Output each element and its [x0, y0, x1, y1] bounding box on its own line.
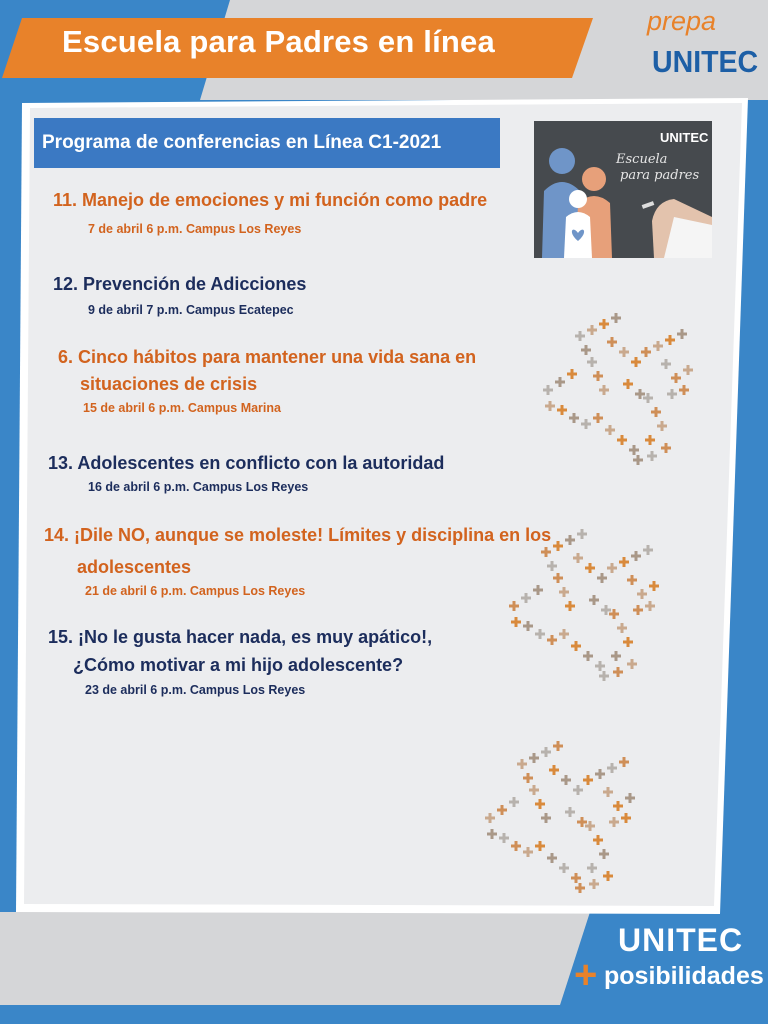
plus-ornament-mark — [497, 805, 507, 815]
plus-ornament-mark — [587, 863, 597, 873]
plus-ornament-mark — [651, 407, 661, 417]
plus-ornament-mark — [571, 641, 581, 651]
plus-ornament-mark — [565, 601, 575, 611]
plus-ornament-mark — [541, 747, 551, 757]
plus-ornament-mark — [499, 833, 509, 843]
plus-ornament-mark — [599, 319, 609, 329]
plus-ornament-mark — [661, 359, 671, 369]
conference-15-title-line1: 15. ¡No le gusta hacer nada, es muy apático!, — [48, 627, 433, 647]
plus-ornament-mark — [613, 667, 623, 677]
plus-ornament-mark — [657, 421, 667, 431]
plus-ornament-mark — [583, 651, 593, 661]
plus-ornament-mark — [583, 775, 593, 785]
plus-ornament-mark — [593, 413, 603, 423]
conference-11-title: 11. Manejo de emociones y mi función como padre — [53, 190, 488, 210]
plus-ornament-mark — [573, 553, 583, 563]
plus-ornament-mark — [619, 347, 629, 357]
conference-15-title-line2: ¿Cómo motivar a mi hijo adolescente? — [73, 655, 404, 675]
plus-ornament-mark — [647, 451, 657, 461]
footer-unitec-logo: UNITEC — [618, 922, 744, 958]
plus-ornament-mark — [645, 435, 655, 445]
plus-ornament-mark — [487, 829, 497, 839]
plus-ornament-mark — [559, 629, 569, 639]
plus-ornament-mark — [561, 775, 571, 785]
plus-ornament-mark — [559, 587, 569, 597]
conference-15-detail: 23 de abril 6 p.m. Campus Los Reyes — [85, 683, 306, 697]
plus-ornament-mark — [633, 455, 643, 465]
conference-12-detail: 9 de abril 7 p.m. Campus Ecatepec — [88, 303, 294, 317]
plus-ornament-mark — [593, 371, 603, 381]
plus-ornament-mark — [535, 841, 545, 851]
plus-ornament-mark — [607, 763, 617, 773]
plus-ornament-mark — [555, 377, 565, 387]
plus-ornament-mark — [607, 337, 617, 347]
program-heading: Programa de conferencias en Línea C1-2021 — [34, 118, 500, 168]
conference-6-title-line1: 6. Cinco hábitos para mantener una vida sana en — [58, 347, 477, 367]
board-line2-text: para padres — [620, 168, 700, 183]
plus-ornament-mark — [671, 373, 681, 383]
plus-ornament-mark — [623, 637, 633, 647]
plus-ornament-mark — [631, 551, 641, 561]
conference-13-title: 13. Adolescentes en conflicto con la autoridad — [48, 453, 445, 473]
plus-ornament-mark — [677, 329, 687, 339]
plus-ornament-mark — [547, 853, 557, 863]
plus-ornament-mark — [683, 365, 693, 375]
plus-ornament-mark — [559, 863, 569, 873]
plus-ornament-mark — [619, 757, 629, 767]
footer-plus-icon: + — [574, 953, 598, 997]
plus-ornament-mark — [587, 357, 597, 367]
plus-ornament-mark — [543, 385, 553, 395]
plus-ornament-mark — [549, 765, 559, 775]
plus-ornament-mark — [573, 785, 583, 795]
plus-ornament-mark — [545, 401, 555, 411]
plus-ornament-mark — [603, 787, 613, 797]
plus-ornament-mark — [521, 593, 531, 603]
plus-ornament-mark — [585, 563, 595, 573]
plus-ornament-mark — [553, 541, 563, 551]
conference-6-title-line2: situaciones de crisis — [80, 374, 258, 394]
plus-ornament-mark — [571, 873, 581, 883]
plus-ornament-mark — [611, 313, 621, 323]
plus-ornament-mark — [599, 671, 609, 681]
plus-ornament-mark — [595, 769, 605, 779]
page-title: Escuela para Padres en línea — [62, 24, 495, 59]
plus-ornament-mark — [679, 385, 689, 395]
plus-ornament-mark — [535, 629, 545, 639]
plus-ornament-mark — [587, 325, 597, 335]
plus-ornament-mark — [609, 817, 619, 827]
plus-ornament-mark — [599, 385, 609, 395]
plus-ornament-mark — [529, 785, 539, 795]
plus-ornament-mark — [511, 841, 521, 851]
plus-ornament-mark — [541, 547, 551, 557]
plus-ornament-mark — [619, 557, 629, 567]
plus-ornament-mark — [641, 347, 651, 357]
conference-13-detail: 16 de abril 6 p.m. Campus Los Reyes — [88, 480, 309, 494]
plus-ornament-mark — [653, 341, 663, 351]
plus-ornament-mark — [581, 345, 591, 355]
plus-ornament-mark — [617, 623, 627, 633]
plus-ornament-mark — [569, 413, 579, 423]
plus-ornament-mark — [567, 369, 577, 379]
plus-ornament-mark — [627, 659, 637, 669]
conference-12-title: 12. Prevención de Adicciones — [53, 274, 307, 294]
plus-ornament-mark — [589, 595, 599, 605]
plus-ornament-mark — [589, 879, 599, 889]
plus-ornament-mark — [553, 741, 563, 751]
plus-ornament-mark — [523, 621, 533, 631]
plus-ornament-mark — [553, 573, 563, 583]
plus-ornament-mark — [529, 753, 539, 763]
plus-ornament-mark — [595, 661, 605, 671]
plus-ornament-mark — [603, 871, 613, 881]
plus-ornament-mark — [623, 379, 633, 389]
footer-tagline: posibilidades — [604, 962, 764, 990]
plus-ornament-mark — [611, 651, 621, 661]
plus-ornament-mark — [631, 357, 641, 367]
plus-ornament-mark — [617, 435, 627, 445]
board-line1-text: Escuela — [616, 152, 668, 167]
plus-ornament-mark — [597, 573, 607, 583]
plus-ornament-mark — [667, 389, 677, 399]
conference-14-title-line2: adolescentes — [77, 557, 192, 577]
plus-ornament-mark — [509, 601, 519, 611]
plus-ornament-mark — [511, 617, 521, 627]
board-brand-text: UNITEC — [660, 130, 709, 145]
plus-ornament-mark — [637, 589, 647, 599]
plus-ornament-mark — [581, 419, 591, 429]
plus-ornament-mark — [485, 813, 495, 823]
plus-ornament-mark — [523, 847, 533, 857]
conference-14-detail: 21 de abril 6 p.m. Campus Los Reyes — [85, 584, 306, 598]
plus-ornament-mark — [509, 797, 519, 807]
plus-ornament-mark — [649, 581, 659, 591]
plus-ornament-mark — [577, 529, 587, 539]
plus-ornament-mark — [661, 443, 671, 453]
plus-ornament-mark — [625, 793, 635, 803]
conference-6-detail: 15 de abril 6 p.m. Campus Marina — [83, 401, 281, 415]
plus-ornament-mark — [565, 535, 575, 545]
plus-ornament-mark — [665, 335, 675, 345]
plus-ornament-mark — [547, 561, 557, 571]
conference-11-detail: 7 de abril 6 p.m. Campus Los Reyes — [88, 222, 302, 236]
plus-ornament-mark — [547, 635, 557, 645]
plus-ornament-mark — [645, 601, 655, 611]
conference-14-title-line1: 14. ¡Dile NO, aunque se moleste! Límites y disciplina en los — [44, 525, 552, 545]
plus-ornament-mark — [557, 405, 567, 415]
plus-ornament-mark — [613, 801, 623, 811]
plus-ornament-mark — [517, 759, 527, 769]
plus-ornament-mark — [523, 773, 533, 783]
plus-ornament-mark — [633, 605, 643, 615]
plus-ornament-mark — [533, 585, 543, 595]
plus-ornament-mark — [593, 835, 603, 845]
unitec-logo-text: UNITEC — [652, 44, 759, 79]
plus-ornament-mark — [575, 883, 585, 893]
prepa-logo-text: prepa — [647, 6, 717, 36]
plus-ornament-mark — [535, 799, 545, 809]
plus-ornament-mark — [629, 445, 639, 455]
plus-ornament-mark — [565, 807, 575, 817]
plus-ornament-mark — [605, 425, 615, 435]
plus-ornament-mark — [607, 563, 617, 573]
plus-ornament-mark — [541, 813, 551, 823]
plus-ornament-mark — [621, 813, 631, 823]
plus-ornament-mark — [627, 575, 637, 585]
plus-ornament-mark — [575, 331, 585, 341]
plus-ornament-mark — [643, 545, 653, 555]
plus-ornament-mark — [599, 849, 609, 859]
